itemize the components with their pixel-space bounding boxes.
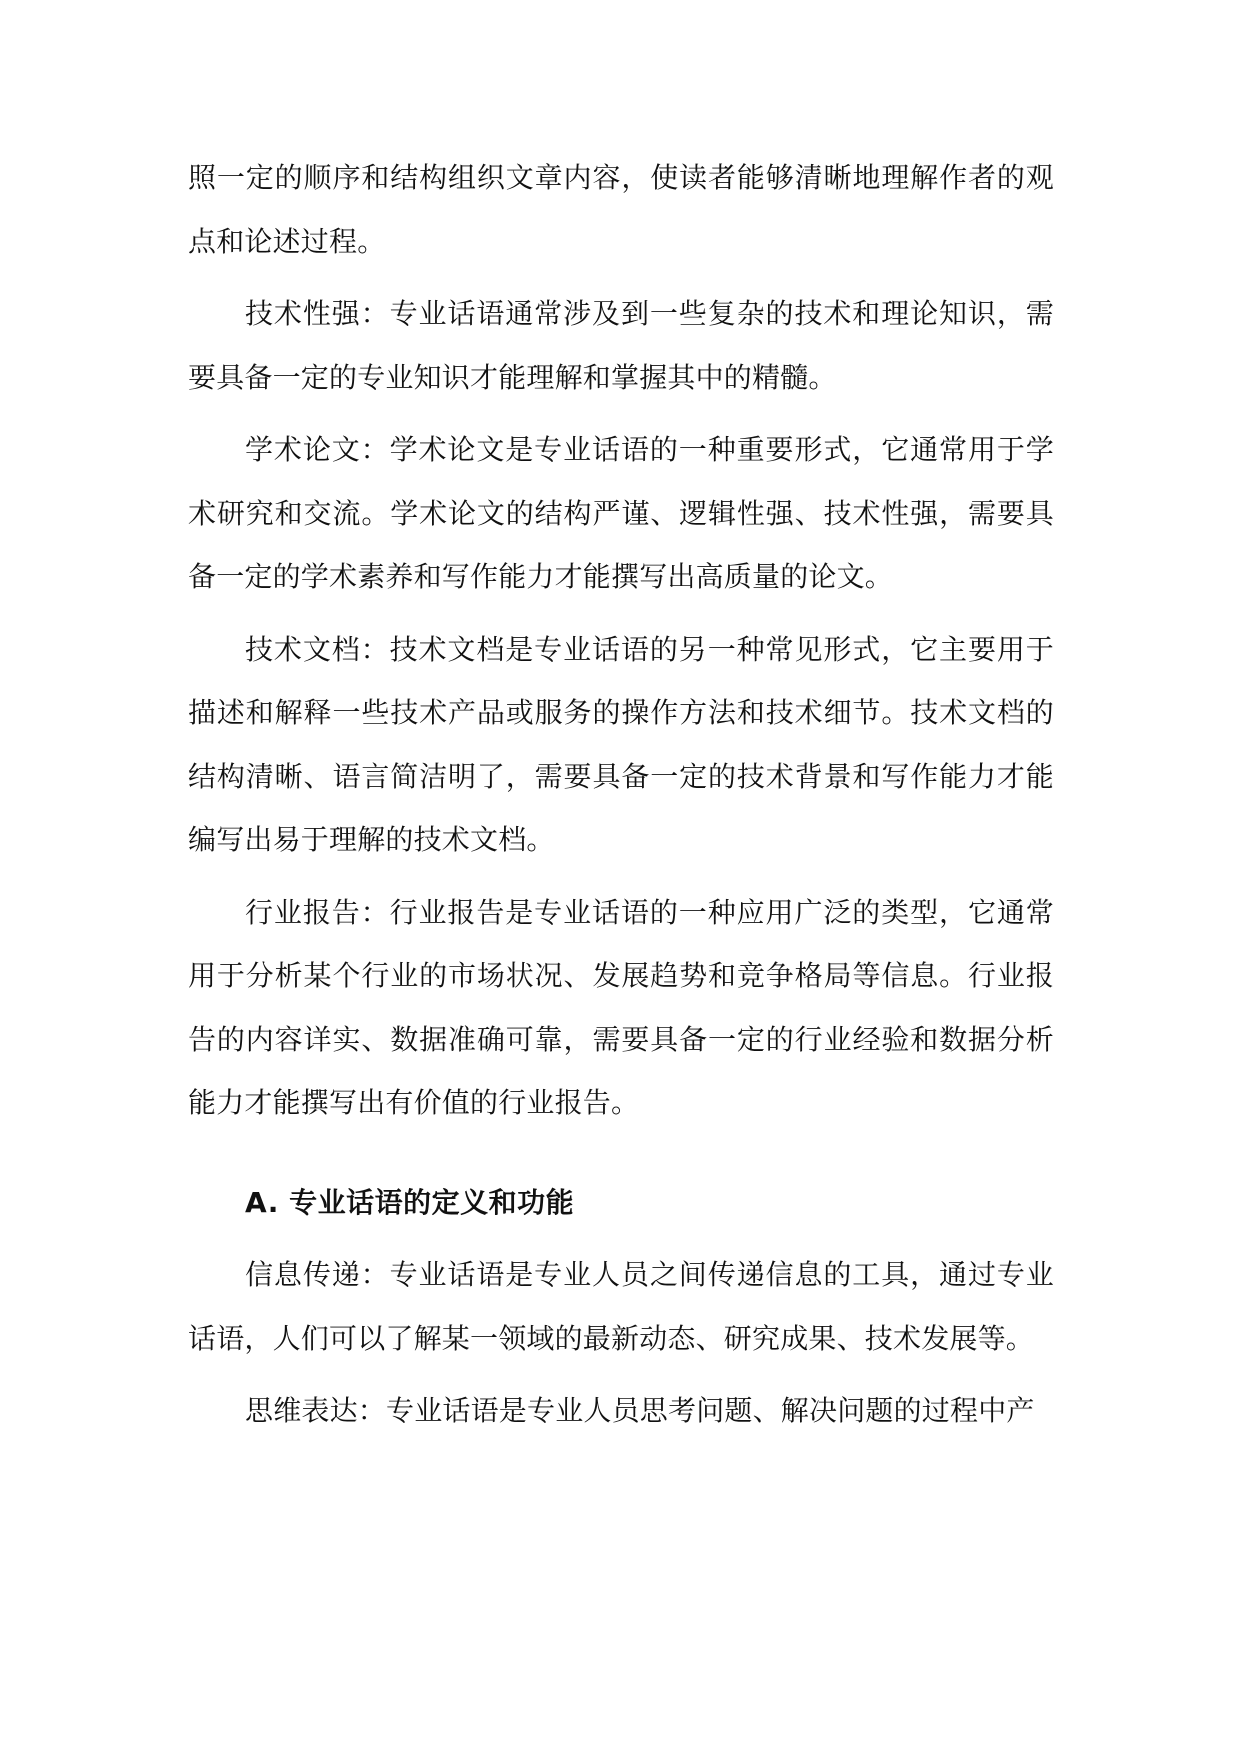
paragraph-technical-nature: 技术性强：专业话语通常涉及到一些复杂的技术和理论知识，需要具备一定的专业知识才能理解和掌握其中的精髓。 — [188, 297, 1054, 394]
document-body — [188, 146, 1054, 1443]
paragraph-academic-papers: 学术论文：学术论文是专业话语的一种重要形式，它通常用于学术研究和交流。学术论文的结构严谨、逻辑性强、技术性强，需要具备一定的学术素养和写作能力才能撰写出高质量的论文。 — [188, 433, 1054, 593]
paragraph-continuation: 照一定的顺序和结构组织文章内容，使读者能够清晰地理解作者的观点和论述过程。 — [188, 161, 1054, 258]
paragraph-industry-reports: 行业报告：行业报告是专业话语的一种应用广泛的类型，它通常用于分析某个行业的市场状况、发展趋势和竞争格局等信息。行业报告的内容详实、数据准确可靠，需要具备一定的行业经验和数据分析能力才能撰写出有价值的行业报告。 — [188, 895, 1054, 1119]
paragraph-information-transfer: 信息传递：专业话语是专业人员之间传递信息的工具，通过专业话语，人们可以了解某一领域的最新动态、研究成果、技术发展等。 — [188, 1258, 1054, 1355]
paragraph-technical-documents: 技术文档：技术文档是专业话语的另一种常见形式，它主要用于描述和解释一些技术产品或服务的操作方法和技术细节。技术文档的结构清晰、语言简洁明了，需要具备一定的技术背景和写作能力才能编写出易于理解的技术文档。 — [188, 632, 1054, 856]
section-heading: A. 专业话语的定义和功能 — [245, 1185, 575, 1219]
paragraph-thought-expression: 思维表达：专业话语是专业人员思考问题、解决问题的过程中产 — [245, 1394, 1035, 1427]
